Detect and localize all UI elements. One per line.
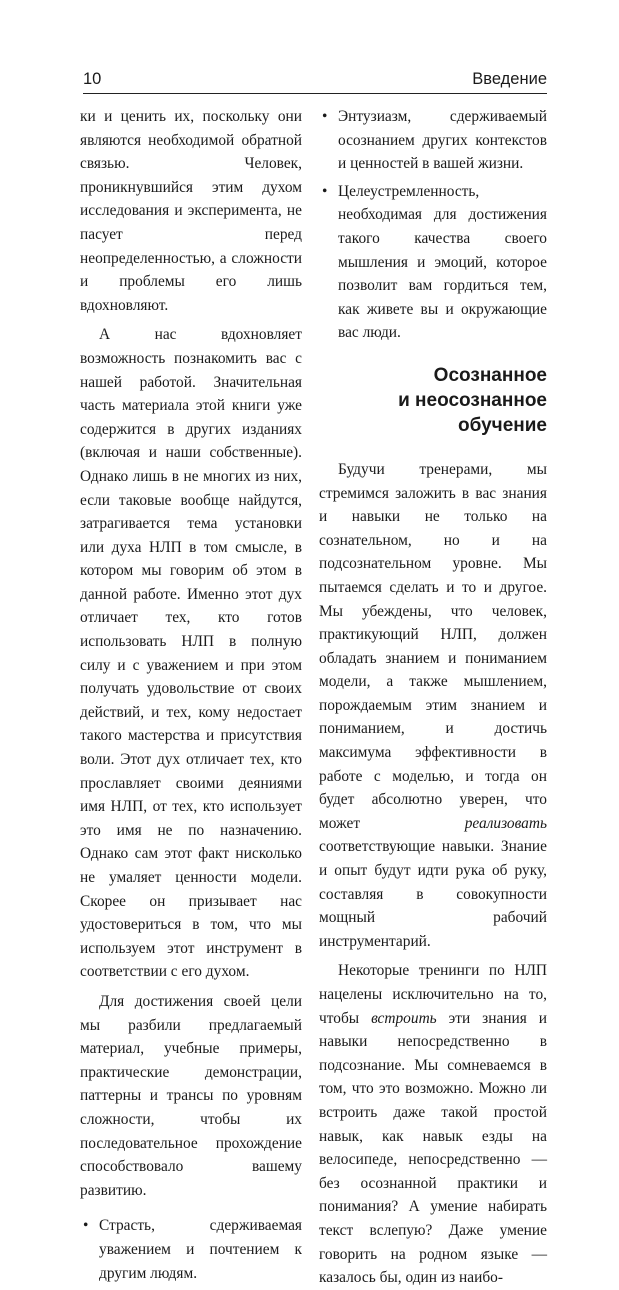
paragraph <box>319 458 547 953</box>
heading-line: и неосознанное <box>398 389 547 411</box>
paragraph <box>319 959 547 1289</box>
paragraph-text: Будучи тренерами, мы стремимся заложить в вас знания и навыки не только на сознательном, но и на подсознательном уровне. Мы пытаемся сделать и то и другое. Мы убеждены, что человек, практикующий НЛП, должен обладать знанием и пониманием модели, а также мышлением, порождаемым этим знанием и пониманием, и достичь максимума эффективности в работе с моделью, и тогда он будет абсолютно уверен, что может <box>319 460 547 832</box>
paragraph-text: соответствующие навыки. Знание и опыт будут идти рука об руку, составляя в совокупности мощный рабочий инструментарий. <box>319 838 547 950</box>
left-column <box>80 105 302 1285</box>
paragraph: Для достижения своей цели мы разбили предлагаемый материал, учебные примеры, практические демонстрации, паттерны и трансы по уровням сложности, чтобы их последовательное прохождение способствовало вашему развитию. <box>80 992 302 1199</box>
page-header <box>83 66 547 92</box>
bullet-list <box>319 105 547 345</box>
bullet-item: • Страсть, сдерживаемая уважением и почтением к другим людям. <box>80 1214 302 1285</box>
paragraph-text: Некоторые тренинги по НЛП нацелены исключительно на то, чтобы <box>319 962 547 1027</box>
bullet-item: • Энтузиазм, сдерживаемый осознанием других контекстов и ценностей в вашей жизни. <box>319 105 547 176</box>
paragraph-continued: ки и ценить их, поскольку они являются необходимой обратной связью. Человек, проникнувшийся этим духом исследования и эксперимента, не пасует перед неопределенностью, а сложности и проблемы его лишь вдохновляют. <box>80 108 302 314</box>
bullet-list <box>80 1214 302 1285</box>
right-column <box>319 105 547 1290</box>
header-rule <box>83 93 547 94</box>
emphasis-text: встроить <box>371 1009 437 1027</box>
heading-line: Осознанное <box>433 364 547 386</box>
heading-line: обучение <box>458 414 547 436</box>
running-section-title: Введение <box>472 70 547 88</box>
page-number: 10 <box>83 70 102 88</box>
bullet-item: • Целеустремленность, необходимая для достижения такого качества своего мышления и эмоций, которое позволит вам гордиться тем, как живете вы и окружающие вас люди. <box>319 180 547 345</box>
section-heading <box>319 363 547 438</box>
paragraph-text: эти знания и навыки непосредственно в подсознание. Мы сомневаемся в том, что это возможно. Можно ли встроить даже такой простой навык, как навык езды на велосипеде, непосредственно — без осознанной практики и понимания? А умение набирать текст вслепую? Даже умение говорить на родном языке — казалось бы, один из наибо- <box>319 1009 547 1287</box>
paragraph: А нас вдохновляет возможность познакомить вас с нашей работой. Значительная часть материала этой книги уже содержится в других изданиях (включая и наши собственные). Однако лишь в не многих из них, если таковые вообще найдутся, затрагивается тема установки или духа НЛП в том смысле, в котором мы говорим об этом в данной работе. Именно этот дух отличает тех, кто готов использовать НЛП в полную силу и с уважением и при этом получать удовольствие от своих действий, и тех, кому недостает такого мастерства и присутствия воли. Этот дух отличает тех, кто прославляет своими деяниями имя НЛП, от тех, кто использует это имя не по назначению. Однако сам этот факт нисколько не умаляет ценности модели. Скорее он призывает нас удостовериться в том, что мы используем этот инструмент в соответствии с его духом. <box>80 326 302 981</box>
emphasis-text: реализовать <box>464 814 547 832</box>
